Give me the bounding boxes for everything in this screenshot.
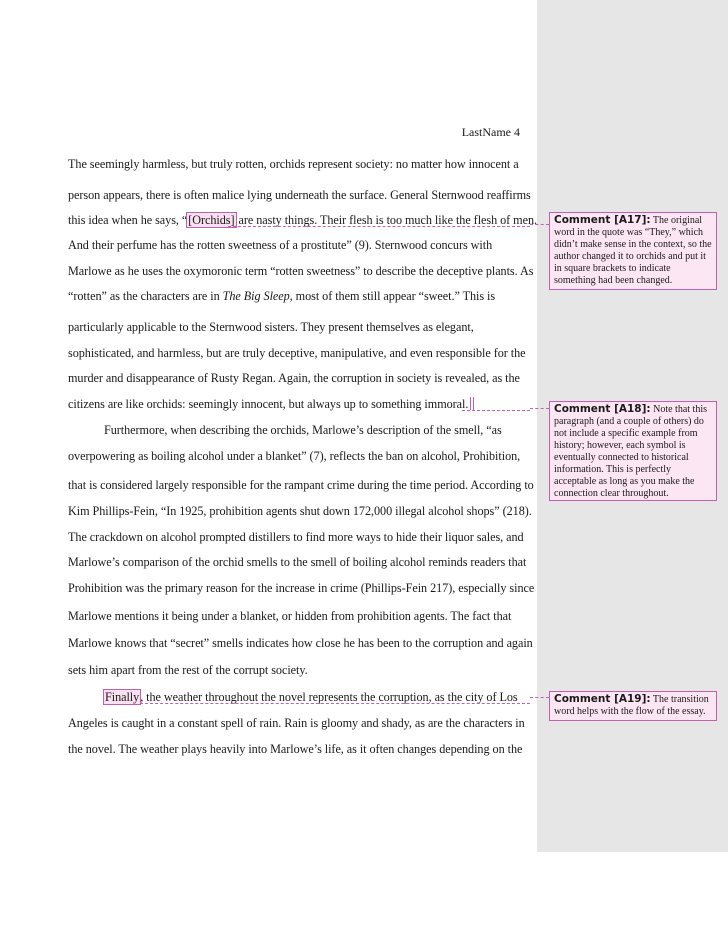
comment-label: Comment [A17]: <box>554 214 651 226</box>
comment-text: The original word in the quote was “They,” which didn’t make sense in the context, so the author changed it to orchids and put it in square brackets to indicate something had been changed. <box>554 215 712 286</box>
body-line: Angeles is caught in a constant spell of rain. Rain is gloomy and shady, as are the characters in <box>68 716 525 730</box>
comment-highlight-a17[interactable]: [Orchids] <box>188 213 235 227</box>
body-line: Marlowe’s comparison of the orchid smells to the smell of boiling alcohol reminds readers that <box>68 555 527 569</box>
body-line: that is considered largely responsible for the rampant crime during the time period. According to <box>68 478 534 492</box>
text-run: “rotten” as the characters are in <box>68 289 223 303</box>
body-line <box>68 423 528 438</box>
comment-balloon-a19[interactable] <box>549 691 717 721</box>
page-header: LastName 4 <box>461 125 520 139</box>
comment-label: Comment [A18]: <box>554 403 651 415</box>
comment-connector-a19 <box>140 703 530 704</box>
body-line: The crackdown on alcohol prompted distillers to find more ways to hide their liquor sales, and <box>68 530 524 544</box>
body-line: murder and disappearance of Rusty Regan. Again, the corruption in society is revealed, as the <box>68 371 520 385</box>
comment-highlight-a19[interactable]: Finally <box>105 690 140 704</box>
text-run: , most of them still appear “sweet.” This is <box>289 289 496 303</box>
text-run: are nasty things. Their flesh is too much like the flesh of men. <box>235 213 538 227</box>
body-line: Marlowe mentions it being under a blanket, or hidden from prohibition agents. The fact that <box>68 609 512 623</box>
comment-anchor-a18[interactable] <box>470 397 474 410</box>
text-run: , the weather throughout the novel represents the corruption, as the city of Los <box>140 690 518 704</box>
comment-connector-a18 <box>530 408 549 409</box>
body-line: Marlowe knows that “secret” smells indicates how close he has been to the corruption and again <box>68 636 533 650</box>
body-line: the novel. The weather plays heavily into Marlowe’s life, as it often changes depending on the <box>68 742 523 756</box>
comment-balloon-a18[interactable] <box>549 401 717 501</box>
comment-connector-a19 <box>530 697 549 698</box>
comment-text: Note that this paragraph (and a couple of others) do not include a specific example from history; however, each symbol is eventually connected to historical information. This is perfectly acceptable as long as you make the connection clear throughout. <box>554 404 707 499</box>
comment-text: The transition word helps with the flow of the essay. <box>554 694 709 717</box>
comment-label: Comment [A19]: <box>554 693 651 705</box>
book-title: The Big Sleep <box>222 289 290 303</box>
body-line <box>68 289 528 304</box>
body-line: overpowering as boiling alcohol under a blanket” (7), reflects the ban on alcohol, Prohibition, <box>68 449 521 463</box>
text-run: Furthermore, when describing the orchids, Marlowe’s description of the smell, “as <box>104 423 502 437</box>
body-line <box>68 397 528 412</box>
comment-connector-a18 <box>462 410 530 411</box>
comment-connector-a17 <box>530 224 549 225</box>
comment-balloon-a17[interactable] <box>549 212 717 290</box>
comment-connector-a17 <box>228 226 530 227</box>
text-run: this idea when he says, “ <box>68 213 188 227</box>
body-line: sophisticated, and harmless, but are truly deceptive, manipulative, and even responsible for the <box>68 346 526 360</box>
body-line: particularly applicable to the Sternwood sisters. They present themselves as elegant, <box>68 320 474 334</box>
body-line: The seemingly harmless, but truly rotten, orchids represent society: no matter how innocent a <box>68 157 519 171</box>
body-line: Kim Phillips-Fein, “In 1925, prohibition agents shut down 172,000 illegal alcohol shops” (218). <box>68 504 532 518</box>
body-line: person appears, there is often malice lying underneath the surface. General Sternwood reaffirms <box>68 188 531 202</box>
body-line: Marlowe as he uses the oxymoronic term “rotten sweetness” to describe the deceptive plants. As <box>68 264 534 278</box>
body-line: sets him apart from the rest of the corrupt society. <box>68 663 308 677</box>
body-line: And their perfume has the rotten sweetness of a prostitute” (9). Sternwood concurs with <box>68 238 493 252</box>
text-run: citizens are like orchids: seemingly innocent, but always up to something immoral. <box>68 397 469 411</box>
body-line: Prohibition was the primary reason for the increase in crime (Phillips-Fein 217), especially since <box>68 581 535 595</box>
